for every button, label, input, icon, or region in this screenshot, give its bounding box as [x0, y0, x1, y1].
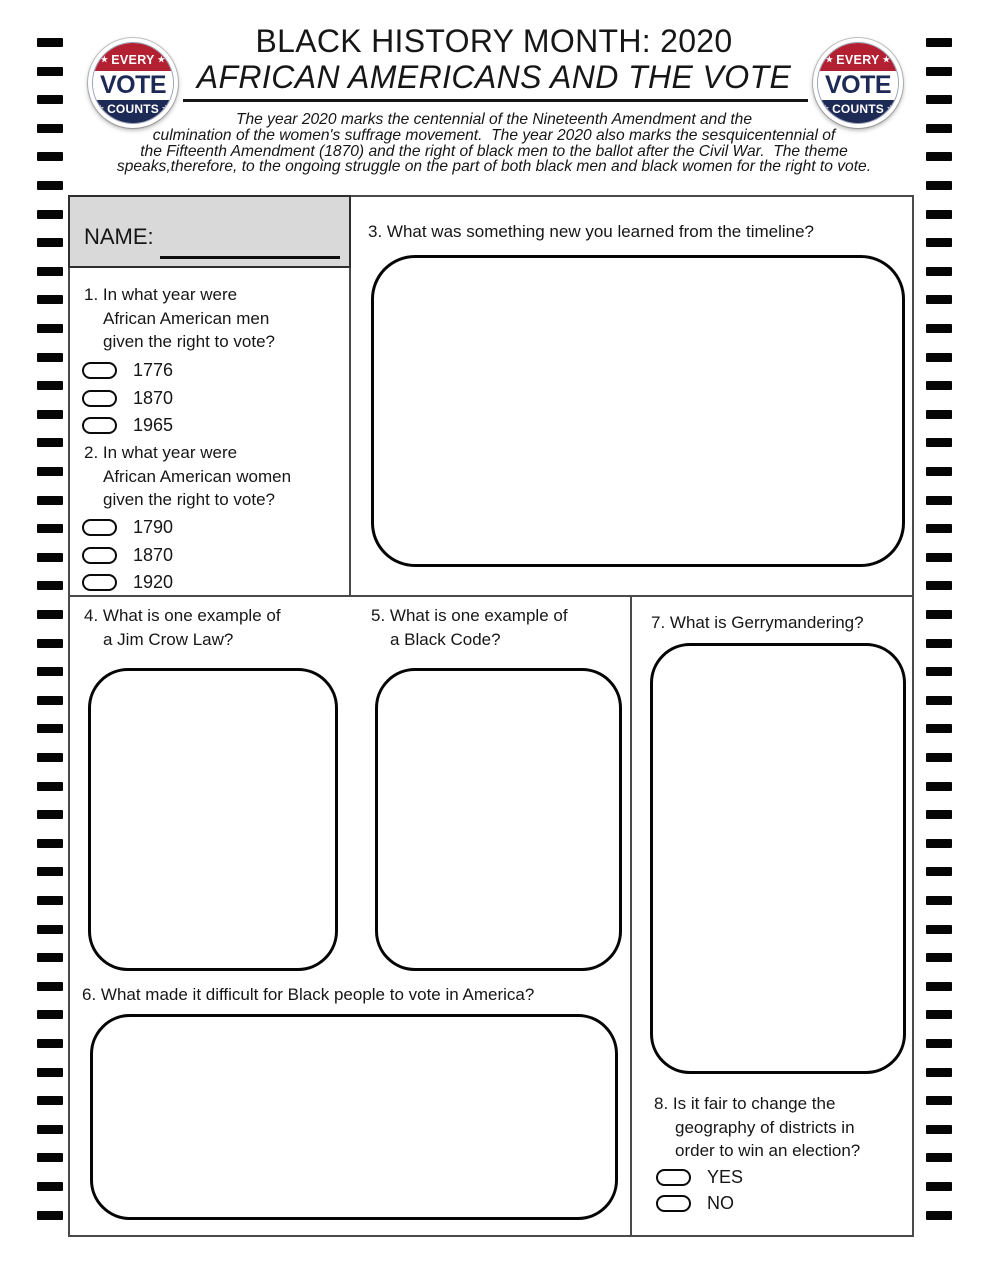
q6-answer-box[interactable]	[90, 1014, 618, 1220]
star-icon: ★	[886, 103, 895, 113]
timing-mark	[926, 782, 952, 791]
timing-mark	[926, 1125, 952, 1134]
option-label: YES	[707, 1166, 744, 1187]
timing-mark	[926, 696, 952, 705]
timing-mark	[37, 95, 63, 104]
timing-mark	[926, 839, 952, 848]
timing-mark	[926, 1153, 952, 1162]
timing-mark	[37, 238, 63, 247]
intro-line: speaks,therefore, to the ongoing struggle on the part of both black men and black women for the right to vote.	[116, 158, 872, 176]
timing-mark	[926, 581, 952, 590]
question-3-label: 3. What was something new you learned from the timeline?	[368, 222, 815, 241]
option-label: 1965	[133, 415, 174, 436]
timing-mark	[926, 982, 952, 991]
star-icon: ★	[161, 103, 170, 113]
timing-mark	[37, 1010, 63, 1019]
timing-mark	[926, 353, 952, 362]
timing-mark	[37, 467, 63, 476]
timing-mark	[37, 696, 63, 705]
timing-mark	[37, 753, 63, 762]
option-label: NO	[707, 1193, 734, 1214]
timing-mark	[37, 896, 63, 905]
option-row	[82, 385, 173, 413]
timing-marks-right	[926, 0, 952, 1278]
timing-mark	[37, 210, 63, 219]
badge-counts-label: COUNTS	[107, 101, 159, 116]
timing-mark	[37, 839, 63, 848]
timing-mark	[926, 1039, 952, 1048]
star-icon: ★	[96, 103, 105, 113]
badge-vote-label: VOTE	[93, 71, 173, 100]
timing-mark	[37, 724, 63, 733]
option-bubble-1965[interactable]	[82, 417, 117, 434]
name-cell	[68, 195, 351, 268]
timing-mark	[926, 438, 952, 447]
badge-top-band	[818, 43, 898, 71]
timing-mark	[926, 1068, 952, 1077]
intro-line: The year 2020 marks the centennial of the Nineteenth Amendment and the	[235, 111, 753, 128]
timing-mark	[37, 324, 63, 333]
badge-every-label: EVERY	[111, 52, 155, 67]
timing-mark	[37, 782, 63, 791]
option-row	[82, 514, 173, 542]
timing-mark	[37, 953, 63, 962]
timing-mark	[926, 925, 952, 934]
timing-mark	[926, 667, 952, 676]
header-divider	[183, 99, 808, 102]
timing-mark	[926, 381, 952, 390]
every-vote-counts-badge-left	[88, 38, 178, 128]
timing-mark	[37, 1182, 63, 1191]
timing-mark	[926, 753, 952, 762]
name-label: NAME:	[84, 224, 154, 249]
option-label: 1920	[133, 572, 174, 593]
q5-answer-box[interactable]	[375, 668, 622, 971]
timing-mark	[37, 1125, 63, 1134]
option-bubble-1776[interactable]	[82, 362, 117, 379]
timing-mark	[37, 581, 63, 590]
timing-mark	[37, 267, 63, 276]
timing-mark	[926, 267, 952, 276]
question-8-options	[656, 1164, 743, 1217]
question-8-label: 8. Is it fair to change the geography of districts in order to win an election?	[654, 1094, 861, 1161]
every-vote-counts-badge-right	[813, 38, 903, 128]
timing-mark	[37, 810, 63, 819]
question-7-label: 7. What is Gerrymandering?	[651, 613, 864, 632]
timing-mark	[37, 1211, 63, 1220]
star-icon: ★	[157, 54, 166, 64]
option-bubble-1790[interactable]	[82, 519, 117, 536]
badge-every-label: EVERY	[836, 52, 880, 67]
timing-mark	[926, 238, 952, 247]
timing-mark	[926, 810, 952, 819]
timing-mark	[37, 867, 63, 876]
question-5-label: 5. What is one example of a Black Code?	[371, 606, 568, 649]
timing-mark	[926, 181, 952, 190]
badge-top-band	[93, 43, 173, 71]
option-bubble-1870[interactable]	[82, 390, 117, 407]
timing-mark	[37, 410, 63, 419]
grid-divider-vertical-2	[630, 595, 632, 1237]
option-bubble-yes[interactable]	[656, 1169, 691, 1186]
timing-mark	[926, 210, 952, 219]
option-label: 1776	[133, 360, 174, 381]
timing-mark	[37, 438, 63, 447]
badge-seal	[817, 42, 899, 124]
option-bubble-no[interactable]	[656, 1195, 691, 1212]
timing-mark	[37, 925, 63, 934]
question-1-options	[82, 357, 173, 440]
star-icon: ★	[825, 54, 834, 64]
timing-mark	[37, 496, 63, 505]
timing-mark	[37, 667, 63, 676]
option-row	[82, 569, 173, 597]
timing-mark	[926, 410, 952, 419]
timing-mark	[926, 324, 952, 333]
timing-mark	[926, 639, 952, 648]
option-row	[656, 1191, 743, 1218]
timing-mark	[926, 610, 952, 619]
timing-mark	[926, 524, 952, 533]
timing-mark	[926, 467, 952, 476]
star-icon: ★	[100, 54, 109, 64]
timing-mark	[37, 1096, 63, 1105]
name-input-line[interactable]	[160, 256, 340, 259]
timing-mark	[37, 353, 63, 362]
q4-answer-box[interactable]	[88, 668, 338, 971]
timing-mark	[926, 724, 952, 733]
timing-mark	[37, 181, 63, 190]
timing-mark	[37, 1039, 63, 1048]
grid-divider-horizontal	[68, 595, 914, 597]
intro-line: the Fifteenth Amendment (1870) and the right of black men to the ballot after the Civil War. The theme	[140, 142, 848, 160]
option-bubble-1920[interactable]	[82, 574, 117, 591]
timing-mark	[37, 639, 63, 648]
timing-mark	[926, 867, 952, 876]
option-row	[82, 412, 173, 440]
timing-mark	[37, 610, 63, 619]
question-1-label: 1. In what year were African American men given the right to vote?	[84, 285, 276, 352]
timing-mark	[926, 1182, 952, 1191]
timing-mark	[37, 524, 63, 533]
q3-answer-box[interactable]	[371, 255, 905, 567]
option-row	[656, 1164, 743, 1191]
timing-mark	[926, 553, 952, 562]
option-label: 1870	[133, 544, 174, 565]
timing-mark	[37, 295, 63, 304]
question-2-options	[82, 514, 173, 597]
timing-mark	[926, 896, 952, 905]
question-2-label: 2. In what year were African American women given the right to vote?	[84, 443, 292, 510]
timing-mark	[37, 1068, 63, 1077]
badge-seal	[92, 42, 174, 124]
timing-mark	[926, 1096, 952, 1105]
option-row	[82, 542, 173, 570]
question-4-label: 4. What is one example of a Jim Crow Law?	[84, 606, 281, 649]
timing-mark	[926, 295, 952, 304]
timing-mark	[926, 1010, 952, 1019]
timing-mark	[926, 496, 952, 505]
option-bubble-1870b[interactable]	[82, 547, 117, 564]
timing-mark	[37, 553, 63, 562]
page-title: BLACK HISTORY MONTH: 2020	[255, 23, 733, 59]
intro-text	[35, 112, 953, 175]
timing-marks-left	[37, 0, 63, 1278]
star-icon: ★	[882, 54, 891, 64]
timing-mark	[37, 982, 63, 991]
option-label: 1870	[133, 387, 174, 408]
timing-mark	[926, 1211, 952, 1220]
intro-line: culmination of the women's suffrage movement. The year 2020 also marks the sesquicentennial of	[152, 126, 836, 144]
question-6-label: 6. What made it difficult for Black people to vote in America?	[82, 985, 535, 1004]
timing-mark	[926, 95, 952, 104]
q7-answer-box[interactable]	[650, 643, 906, 1074]
page-subtitle: AFRICAN AMERICANS AND THE VOTE	[196, 59, 792, 95]
star-icon: ★	[821, 103, 830, 113]
option-row	[82, 357, 173, 385]
badge-counts-label: COUNTS	[832, 101, 884, 116]
badge-vote-label: VOTE	[818, 71, 898, 100]
timing-mark	[37, 1153, 63, 1162]
timing-mark	[926, 953, 952, 962]
timing-mark	[37, 381, 63, 390]
option-label: 1790	[133, 517, 174, 538]
